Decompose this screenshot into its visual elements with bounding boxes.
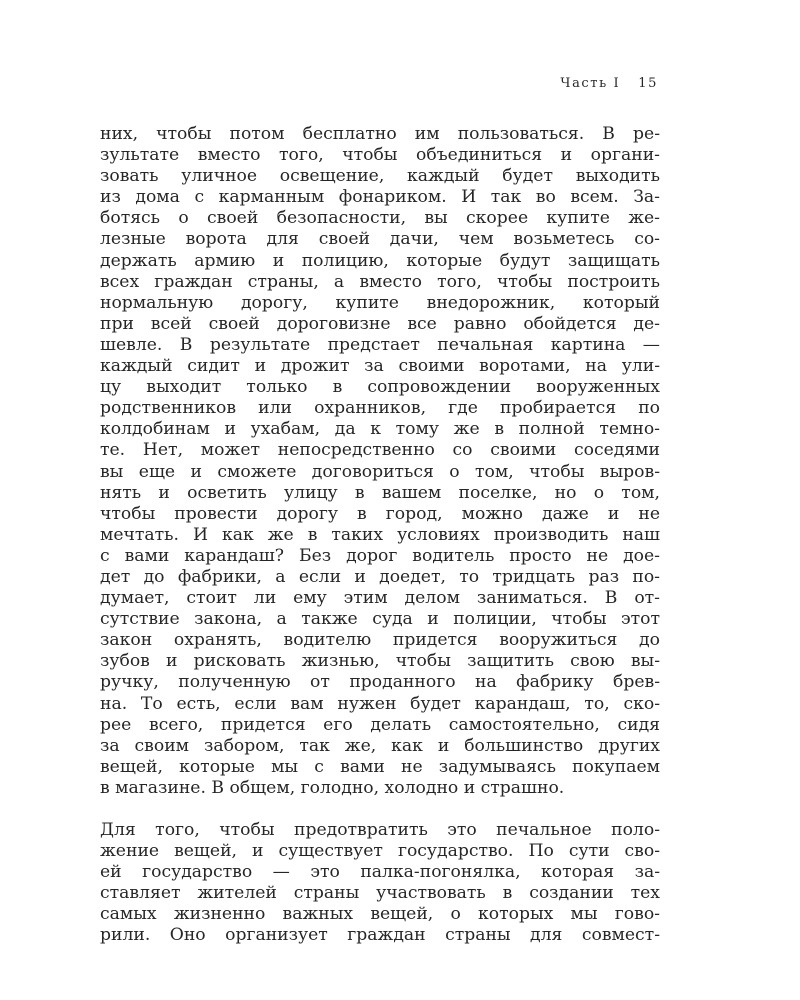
text-line: ей государство — это палка-погонялка, которая за-	[100, 862, 660, 883]
text-line: вы еще и сможете договориться о том, чтобы выров-	[100, 461, 660, 482]
running-head	[560, 76, 658, 91]
text-line: в магазине. В общем, голодно, холодно и страшно.	[100, 777, 565, 798]
text-line: дет до фабрики, а если и доедет, то тридцать раз по-	[100, 566, 660, 587]
paragraph-gap	[100, 799, 660, 820]
page-number: 15	[638, 76, 658, 91]
text-line: ручку, полученную от проданного на фабрику брев-	[100, 672, 660, 693]
text-line: ставляет жителей страны участвовать в создании тех	[100, 883, 660, 904]
text-line: на. То есть, если вам нужен будет карандаш, то, ско-	[100, 693, 660, 714]
text-line: зубов и рисковать жизнью, чтобы защитить свою вы-	[100, 651, 660, 672]
text-line: жение вещей, и существует государство. По сути сво-	[100, 841, 660, 862]
text-line: зультате вместо того, чтобы объединиться и органи-	[100, 145, 660, 166]
text-line: сутствие закона, а также суда и полиции, чтобы этот	[100, 609, 660, 630]
text-line: цу выходит только в сопровождении вооруженных	[100, 377, 660, 398]
paragraph	[100, 124, 660, 799]
text-line: самых жизненно важных вещей, о которых мы гово-	[100, 904, 660, 925]
text-line: с вами карандаш? Без дорог водитель просто не дое-	[100, 545, 660, 566]
text-line: держать армию и полицию, которые будут защищать	[100, 250, 660, 271]
text-line: всех граждан страны, а вместо того, чтобы построить	[100, 271, 660, 292]
text-line: лезные ворота для своей дачи, чем возьметесь со-	[100, 229, 660, 250]
body-text	[100, 124, 660, 947]
text-line: рили. Оно организует граждан страны для совмест-	[100, 925, 660, 946]
text-line: те. Нет, может непосредственно со своими соседями	[100, 440, 660, 461]
text-line: ботясь о своей безопасности, вы скорее купите же-	[100, 208, 660, 229]
text-line: них, чтобы потом бесплатно им пользоваться. В ре-	[100, 124, 660, 144]
text-line: каждый сидит и дрожит за своими воротами, на ули-	[100, 356, 660, 377]
text-line: при всей своей дороговизне все равно обойдется де-	[100, 313, 660, 334]
text-line: рее всего, придется его делать самостоятельно, сидя	[100, 714, 660, 735]
text-line: Для того, чтобы предотвратить это печальное поло-	[100, 820, 660, 840]
text-line: колдобинам и ухабам, да к тому же в полной темно-	[100, 419, 660, 440]
text-line: мечтать. И как же в таких условиях производить наш	[100, 524, 660, 545]
text-line: вещей, которые мы с вами не задумываясь покупаем	[100, 756, 660, 777]
text-line: нять и осветить улицу в вашем поселке, но о том,	[100, 482, 660, 503]
text-line: шевле. В результате предстает печальная картина —	[100, 334, 660, 355]
text-line: нормальную дорогу, купите внедорожник, который	[100, 292, 660, 313]
paragraph	[100, 820, 660, 947]
text-line: чтобы провести дорогу в город, можно даже и не	[100, 503, 660, 524]
text-line: за своим забором, так же, как и большинство других	[100, 735, 660, 756]
text-line: зовать уличное освещение, каждый будет выходить	[100, 166, 660, 187]
text-line: думает, стоит ли ему этим делом заниматься. В от-	[100, 588, 660, 609]
section-title: Часть I	[560, 76, 621, 91]
text-line: закон охранять, водителю придется вооружиться до	[100, 630, 660, 651]
text-line: из дома с карманным фонариком. И так во всем. За-	[100, 187, 660, 208]
text-line: родственников или охранников, где пробирается по	[100, 398, 660, 419]
